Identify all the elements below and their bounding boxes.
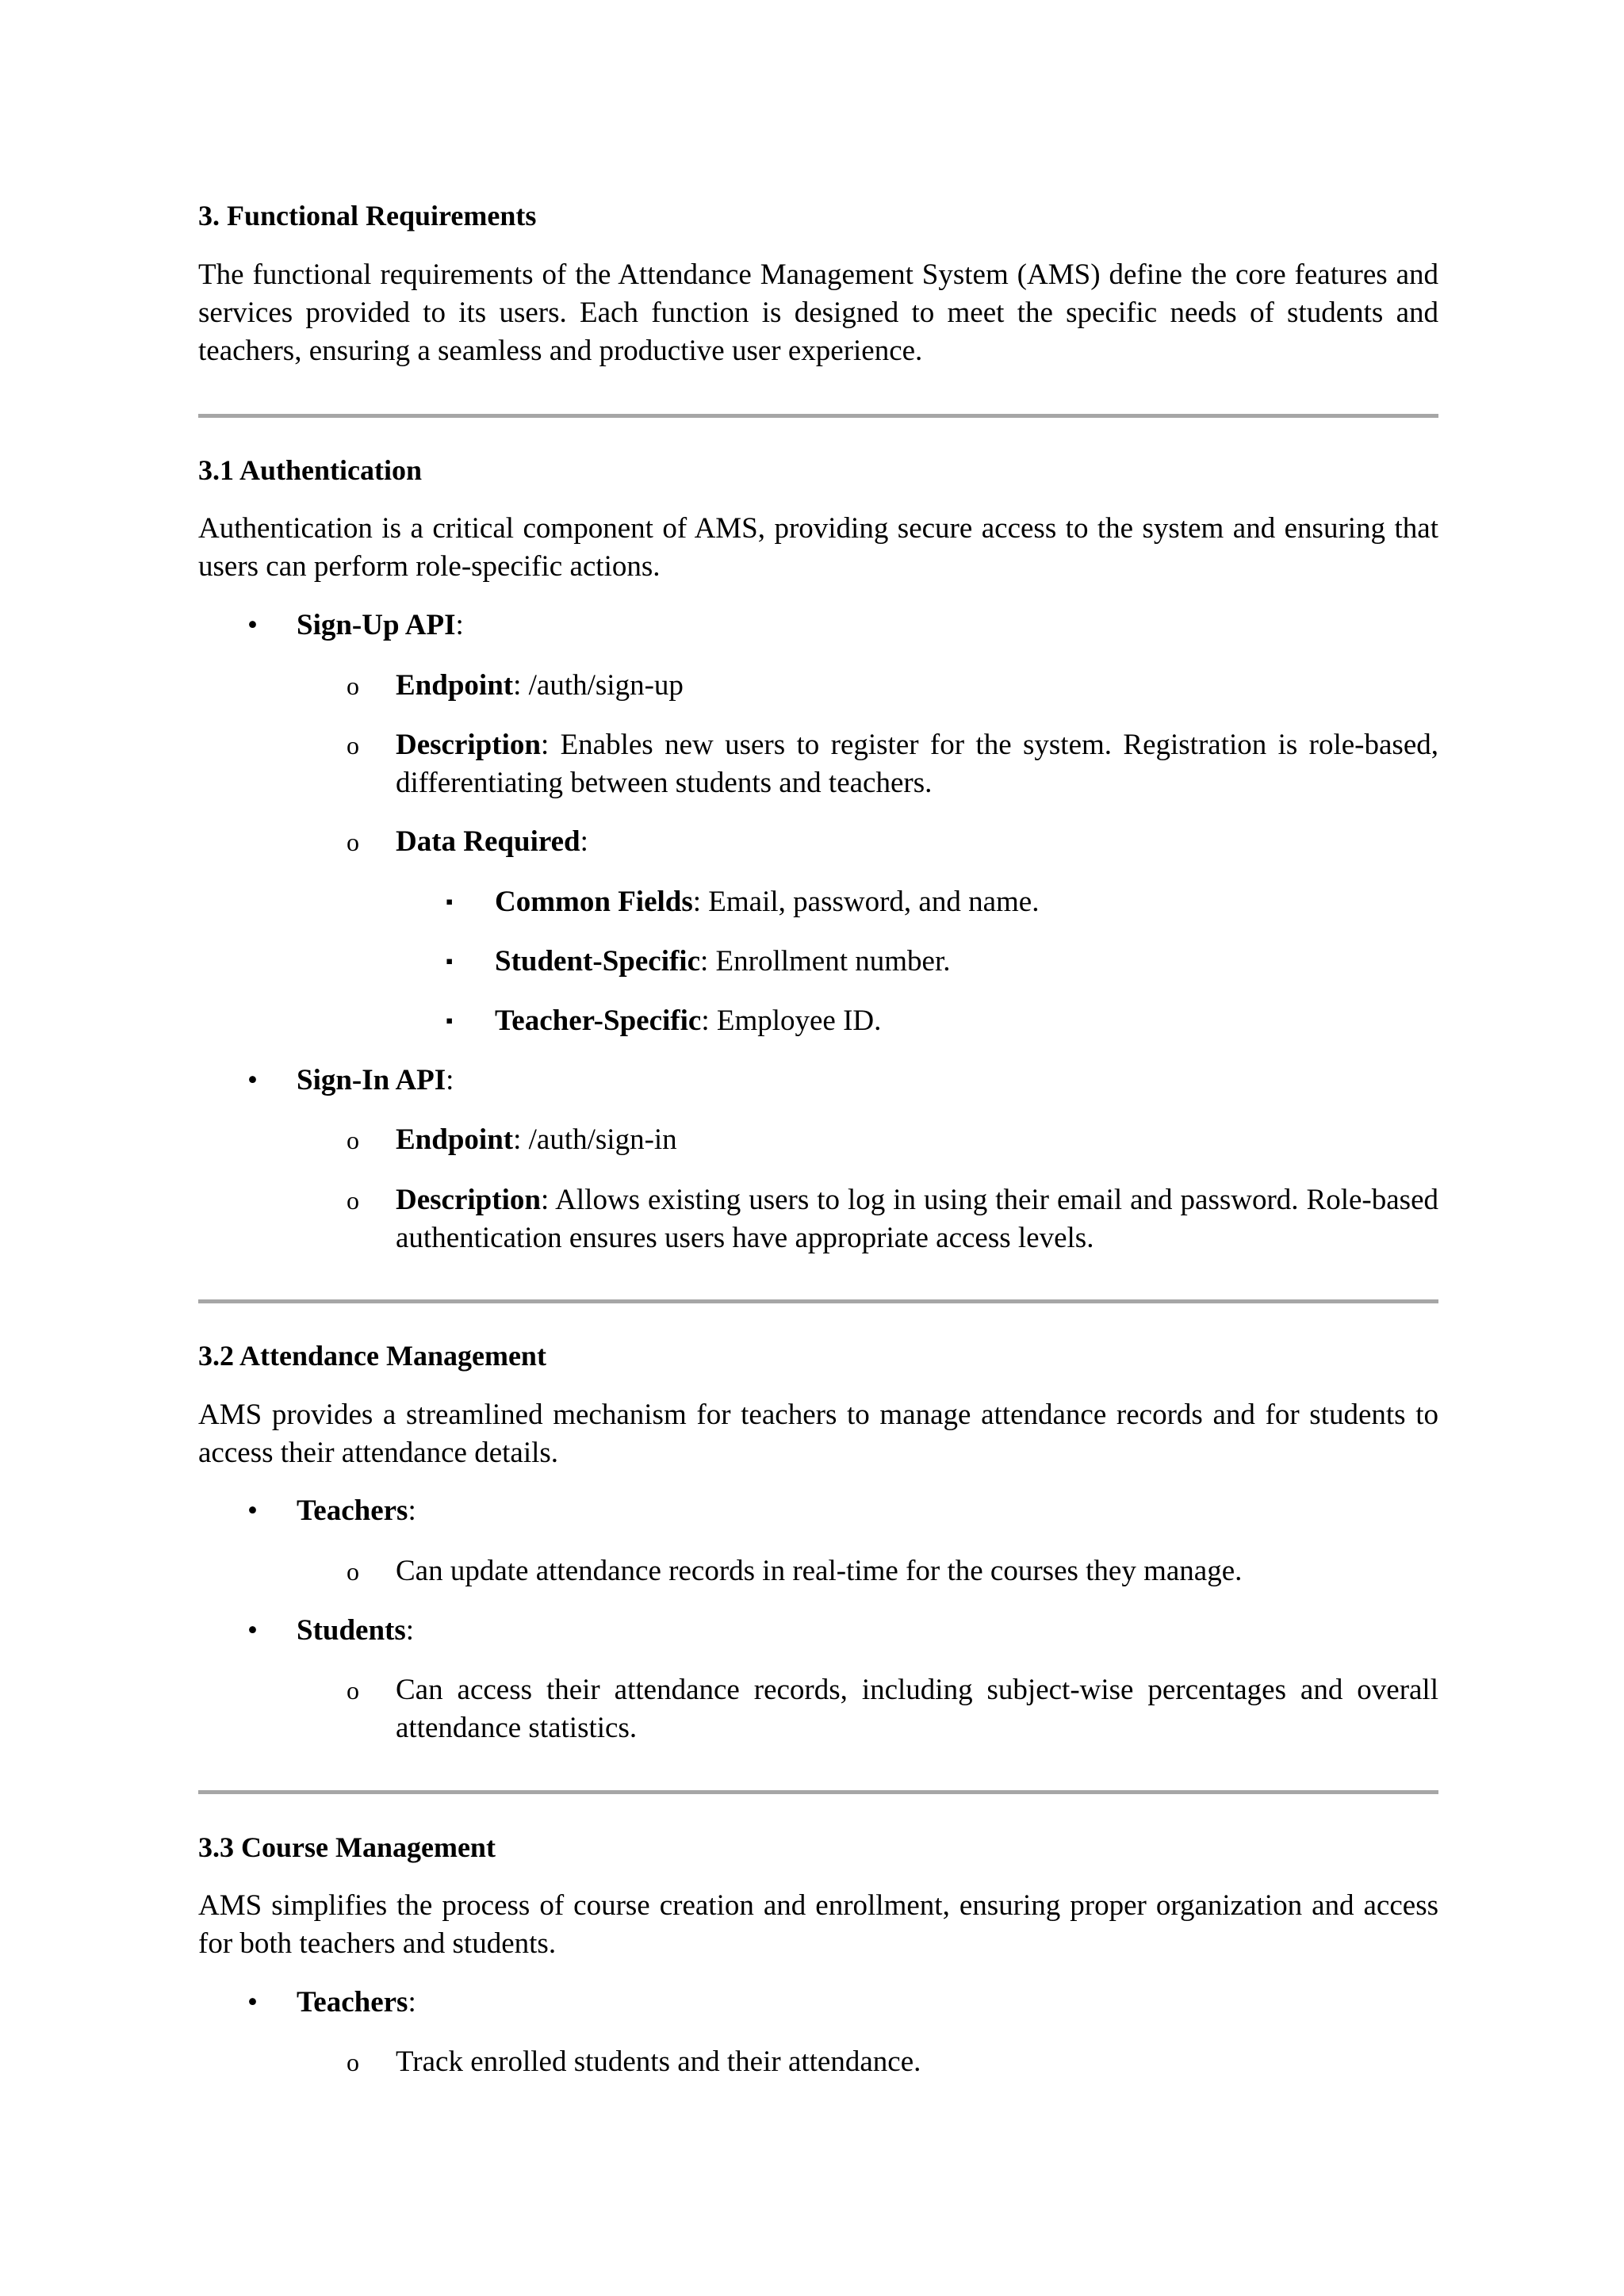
list-item-label: Sign-Up API (297, 609, 456, 641)
authentication-intro-paragraph: Authentication is a critical component of AMS, providing secure access to the system and ensuring that users can perform role-specific actions. (198, 512, 1438, 583)
list-item-colon: : (446, 1064, 454, 1096)
circle-marker: o (347, 828, 359, 856)
circle-marker: o (347, 731, 359, 760)
list-item-value: : Enables new users to register for the system. Registration is role-based, differentiating between students and teachers. (396, 729, 1438, 799)
list-item-value: : Allows existing users to log in using their email and password. Role-based authentication ensures users have appropriate access levels. (396, 1184, 1438, 1254)
list-item-colon: : (405, 1614, 415, 1647)
list-item-label: Description (396, 729, 541, 761)
horizontal-rule (198, 1299, 1438, 1303)
bullet-marker: • (247, 1064, 258, 1096)
bullet-marker: • (247, 1614, 258, 1647)
list-item-colon: : (580, 825, 588, 858)
list-item-data-required (396, 823, 588, 861)
square-marker: ▪ (446, 1009, 454, 1032)
circle-marker: o (347, 2048, 359, 2076)
bullet-marker: • (247, 1494, 258, 1527)
subsection-heading-authentication: 3.1 Authentication (198, 454, 423, 486)
attendance-intro-paragraph: AMS provides a streamlined mechanism for teachers to manage attendance records and for students to access their attendance details. (198, 1399, 1438, 1469)
list-item-label: Data Required (396, 825, 580, 858)
list-item-label: Sign-In API (297, 1064, 446, 1096)
bullet-marker: • (247, 609, 258, 641)
square-marker: ▪ (446, 890, 454, 913)
list-item-signup-endpoint (396, 667, 684, 705)
list-item-signup-description (396, 726, 1438, 802)
list-item-students (297, 1612, 414, 1650)
list-item-value: : Employee ID. (701, 1004, 882, 1037)
list-item-label: Description (396, 1184, 541, 1216)
list-item-label: Endpoint (396, 1123, 514, 1156)
list-item-label: Common Fields (495, 886, 693, 918)
list-item-value: : /auth/sign-up (513, 669, 684, 702)
list-item-student-specific (495, 943, 950, 981)
list-item-teachers (297, 1492, 416, 1530)
list-item-label: Endpoint (396, 669, 514, 702)
list-item-value: : Enrollment number. (700, 945, 951, 978)
list-item-sign-in-api (297, 1062, 454, 1100)
list-item-students-detail: Can access their attendance records, including subject-wise percentages and overall attendance statistics. (396, 1674, 1438, 1744)
list-item-teachers-detail: Can update attendance records in real-time for the courses they manage. (396, 1555, 1243, 1587)
circle-marker: o (347, 1676, 359, 1705)
list-item-colon: : (455, 609, 464, 641)
list-item-signin-description (396, 1181, 1438, 1257)
section-heading-functional-requirements: 3. Functional Requirements (198, 200, 537, 232)
subsection-heading-attendance-management: 3.2 Attendance Management (198, 1340, 546, 1372)
list-item-value: : /auth/sign-in (513, 1123, 677, 1156)
square-marker: ▪ (446, 950, 454, 973)
list-item-teachers (297, 1984, 416, 2022)
list-item-value: : Email, password, and name. (692, 886, 1040, 918)
circle-marker: o (347, 672, 359, 700)
subsection-heading-course-management: 3.3 Course Management (198, 1831, 496, 1863)
list-item-label: Students (297, 1614, 406, 1647)
list-item-label: Teachers (297, 1986, 408, 2019)
list-item-colon: : (408, 1986, 416, 2019)
circle-marker: o (347, 1126, 359, 1154)
list-item-common-fields (495, 883, 1039, 921)
list-item-signin-endpoint (396, 1121, 677, 1159)
horizontal-rule (198, 414, 1438, 418)
list-item-label: Teachers (297, 1494, 408, 1527)
list-item-teacher-specific (495, 1002, 881, 1040)
circle-marker: o (347, 1186, 359, 1215)
horizontal-rule (198, 1790, 1438, 1794)
bullet-marker: • (247, 1986, 258, 2019)
list-item-label: Teacher-Specific (495, 1004, 702, 1037)
list-item-teachers-detail: Track enrolled students and their attendance. (396, 2045, 921, 2078)
list-item-colon: : (408, 1494, 416, 1527)
list-item-label: Student-Specific (495, 945, 700, 978)
circle-marker: o (347, 1557, 359, 1586)
section-intro-paragraph: The functional requirements of the Attendance Management System (AMS) define the core features and services provided to its users. Each function is designed to meet the specific needs of students and teachers, ensuring a seamless and productive user experience. (198, 258, 1438, 367)
list-item-sign-up-api (297, 607, 464, 645)
course-intro-paragraph: AMS simplifies the process of course creation and enrollment, ensuring proper organization and access for both teachers and students. (198, 1889, 1438, 1960)
